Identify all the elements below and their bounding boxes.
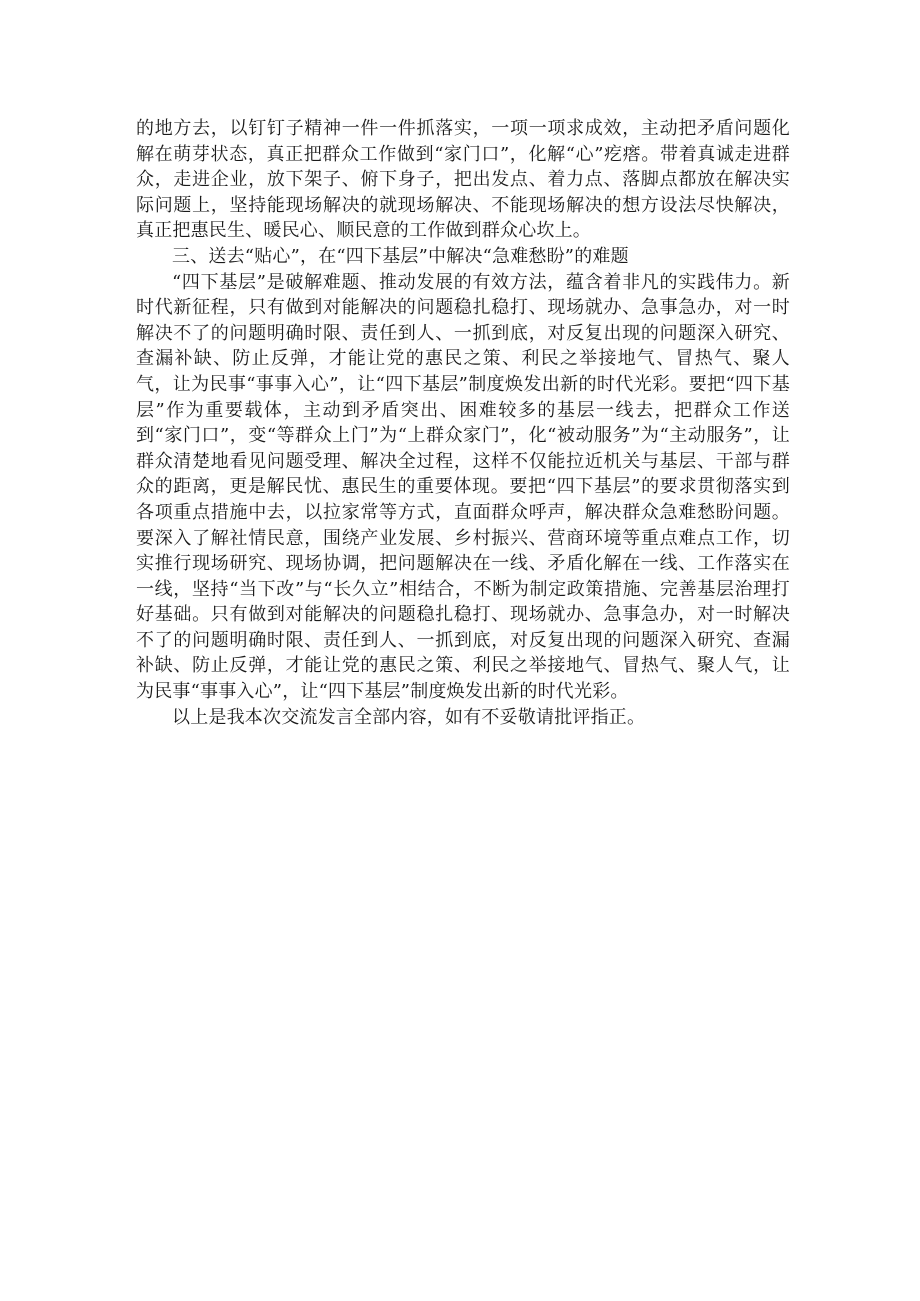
paragraph-body: “四下基层”是破解难题、推动发展的有效方法，蕴含着非凡的实践伟力。新时代新征程，只有做到对能解决的问题稳扎稳打、现场就办、急事急办，对一时解决不了的问题明确时限、责任到人、一抓到底，对反复出现的问题深入研究、查漏补缺、防止反弹，才能让党的惠民之策、利民之举接地气、冒热气、聚人气，让为民事“事事入心”，让“四下基层”制度焕发出新的时代光彩。要把“四下基层”作为重要载体，主动到矛盾突出、困难较多的基层一线去，把群众工作送到“家门口”，变“等群众上门”为“上群众家门”，化“被动服务”为“主动服务”，让群众清楚地看见问题受理、解决全过程，这样不仅能拉近机关与基层、干部与群众的距离，更是解民忧、惠民生的重要体现。要把“四下基层”的要求贯彻落实到各项重点措施中去，以拉家常等方式，直面群众呼声，解决群众急难愁盼问题。要深入了解社情民意，围绕产业发展、乡村振兴、营商环境等重点难点工作，切实推行现场研究、现场协调，把问题解决在一线、矛盾化解在一线、工作落实在一线，坚持“当下改”与“长久立”相结合，不断为制定政策措施、完善基层治理打好基础。只有做到对能解决的问题稳扎稳打、现场就办、急事急办，对一时解决不了的问题明确时限、责任到人、一抓到底，对反复出现的问题深入研究、查漏补缺、防止反弹，才能让党的惠民之策、利民之举接地气、冒热气、聚人气，让为民事“事事入心”，让“四下基层”制度焕发出新的时代光彩。 [136, 271, 790, 703]
paragraph-continuation: 的地方去，以钉钉子精神一件一件抓落实，一项一项求成效，主动把矛盾问题化解在萌芽状态，真正把群众工作做到“家门口”，化解“心”疙瘩。带着真诚走进群众，走进企业，放下架子、俯下身子，把出发点、着力点、落脚点都放在解决实际问题上，坚持能现场解决的就现场解决、不能现场解决的想方设法尽快解决，真正把惠民生、暖民心、顺民意的工作做到群众心坎上。 [136, 118, 790, 242]
paragraph-closing: 以上是我本次交流发言全部内容，如有不妥敬请批评指正。 [172, 706, 646, 728]
section-heading: 三、送去“贴心”，在“四下基层”中解决“急难愁盼”的难题 [172, 245, 629, 267]
document-body [136, 116, 790, 730]
